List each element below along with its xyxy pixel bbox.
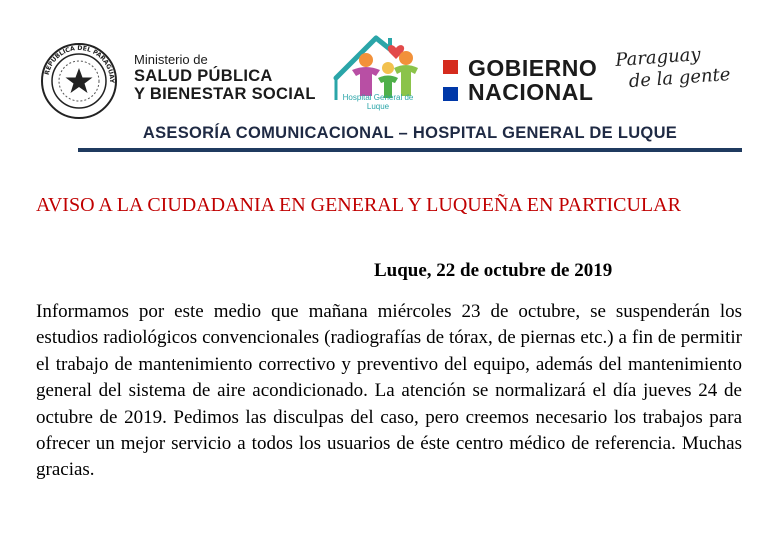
- ministry-line-3: Y BIENESTAR SOCIAL: [134, 85, 316, 103]
- notice-dateline: Luque, 22 de octubre de 2019: [374, 260, 613, 281]
- header-divider: [78, 148, 742, 152]
- gobierno-line-1: GOBIERNO: [468, 55, 598, 81]
- gobierno-line-2: NACIONAL: [468, 79, 594, 105]
- notice-title: AVISO A LA CIUDADANIA EN GENERAL Y LUQUEÑA EN PARTICULAR: [36, 194, 681, 216]
- slogan-logo: [615, 42, 732, 94]
- hospital-logo-caption: Hospital General de Luque: [342, 93, 414, 111]
- ministry-logo: [134, 52, 316, 103]
- gobierno-nacional-logo: [468, 56, 597, 104]
- national-seal-icon: [40, 42, 118, 120]
- flag-icon: [443, 60, 458, 102]
- seal-text: REPÚBLICA DEL PARAGUAY: [43, 44, 116, 84]
- ministry-line-2: SALUD PÚBLICA: [134, 67, 273, 85]
- letterhead: [0, 0, 782, 130]
- ministry-line-1: Ministerio de: [134, 52, 208, 67]
- slogan-line-1: Paraguay: [614, 44, 702, 71]
- notice-body: Informamos por este medio que mañana miércoles 23 de octubre, se suspenderán los estudios radiológicos convencionales (radiografías de tórax, de piernas etc.) a fin de permitir el trabajo de mantenimiento correctivo y preventivo del equipo, además del mantenimiento general del sistema de aire acondicionado. La atención se normalizará el día jueves 24 de octubre de 2019. Pedimos las disculpas del caso, pero creemos necesario los trabajos para ofrecer un mejor servicio a todos los usuarios de éste centro médico de referencia. Muchas gracias.: [36, 301, 742, 481]
- department-heading: ASESORÍA COMUNICACIONAL – HOSPITAL GENERAL DE LUQUE: [142, 124, 678, 142]
- slogan-line-2: de la gente: [628, 64, 732, 93]
